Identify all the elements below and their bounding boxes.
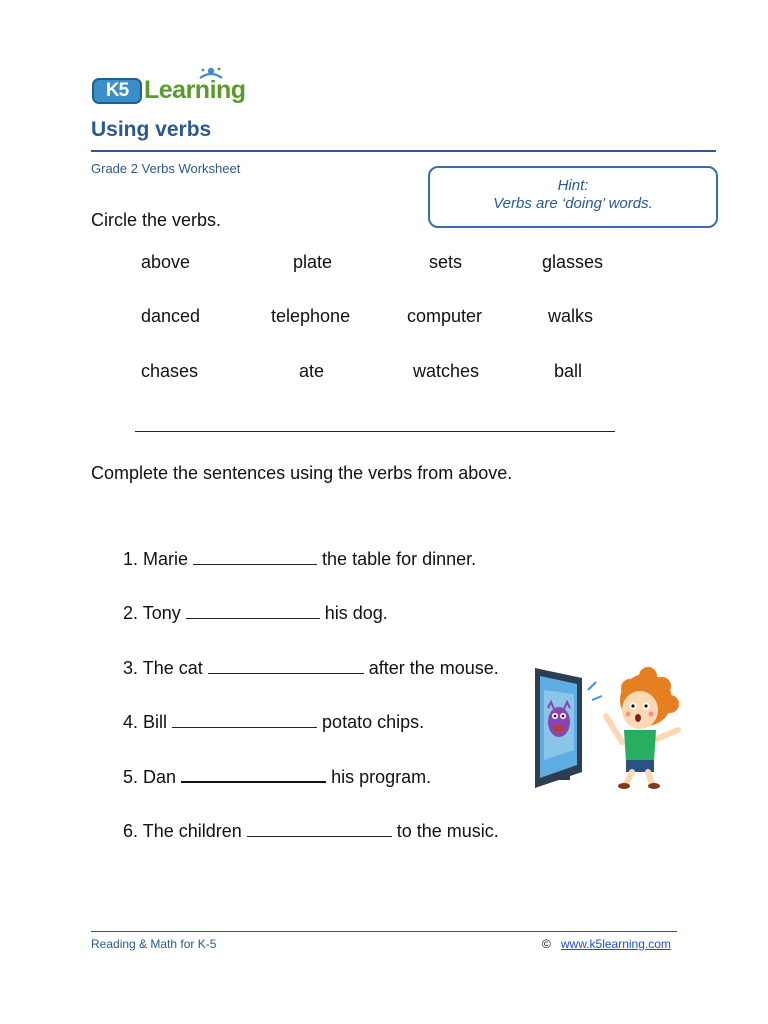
hint-box xyxy=(428,166,718,228)
hint-text: Verbs are ‘doing’ words. xyxy=(493,195,653,212)
word-option[interactable]: chases xyxy=(141,361,199,381)
word-option[interactable]: glasses xyxy=(542,252,604,272)
answer-blank[interactable] xyxy=(208,659,364,674)
sentence-text: his dog. xyxy=(319,603,388,623)
footer-copyright xyxy=(542,937,671,951)
sentence-text: 2. Tony xyxy=(123,603,186,623)
sentence-5 xyxy=(113,746,431,788)
sentence-text: 1. Marie xyxy=(123,549,194,569)
answer-blank[interactable] xyxy=(193,550,317,565)
k5-learning-logo xyxy=(92,70,262,110)
sentence-text: after the mouse. xyxy=(363,658,499,678)
word-option[interactable]: computer xyxy=(407,306,483,326)
answer-blank[interactable] xyxy=(181,767,326,783)
footer-tagline: Reading & Math for K-5 xyxy=(91,937,217,951)
sentence-4 xyxy=(113,691,424,733)
word-option[interactable]: danced xyxy=(141,306,201,326)
section-divider xyxy=(135,431,615,432)
logo-figure-icon xyxy=(196,66,226,88)
logo-k5-badge: K5 xyxy=(92,78,142,104)
answer-blank[interactable] xyxy=(172,713,317,728)
sentence-text: potato chips. xyxy=(317,712,425,732)
copyright-symbol: © xyxy=(542,937,551,951)
sentence-text: 3. The cat xyxy=(123,658,208,678)
word-option[interactable]: sets xyxy=(429,252,463,272)
sentence-text: 4. Bill xyxy=(123,712,173,732)
word-option[interactable]: ate xyxy=(299,361,325,381)
title-divider xyxy=(91,150,716,152)
page-title: Using verbs xyxy=(91,118,212,141)
sentence-text: the table for dinner. xyxy=(317,549,477,569)
logo-wordmark: Learning xyxy=(144,76,246,104)
sentence-6 xyxy=(113,800,499,842)
hint-label: Hint: xyxy=(557,177,589,194)
word-option[interactable]: telephone xyxy=(271,306,351,326)
k5learning-link[interactable]: www.k5learning.com xyxy=(560,937,671,951)
sentence-text: his program. xyxy=(326,767,432,787)
answer-blank[interactable] xyxy=(186,604,320,619)
word-option[interactable]: walks xyxy=(548,306,594,326)
footer-divider xyxy=(91,931,677,932)
answer-blank[interactable] xyxy=(247,822,392,837)
sentence-1 xyxy=(113,528,476,570)
complete-sentences-instruction: Complete the sentences using the verbs from above. xyxy=(91,463,513,483)
sentence-text: 6. The children xyxy=(123,821,247,841)
sentence-text: to the music. xyxy=(391,821,499,841)
sentence-3 xyxy=(113,637,499,679)
word-option[interactable]: ball xyxy=(554,361,583,381)
word-option[interactable]: plate xyxy=(293,252,333,272)
circle-verbs-instruction: Circle the verbs. xyxy=(91,210,222,230)
worksheet-subtitle: Grade 2 Verbs Worksheet xyxy=(91,161,241,176)
sentence-2 xyxy=(113,582,388,624)
sentence-text: 5. Dan xyxy=(123,767,182,787)
word-option[interactable]: above xyxy=(141,252,191,272)
word-option[interactable]: watches xyxy=(413,361,480,381)
boy-watching-tv-illustration xyxy=(530,660,690,790)
